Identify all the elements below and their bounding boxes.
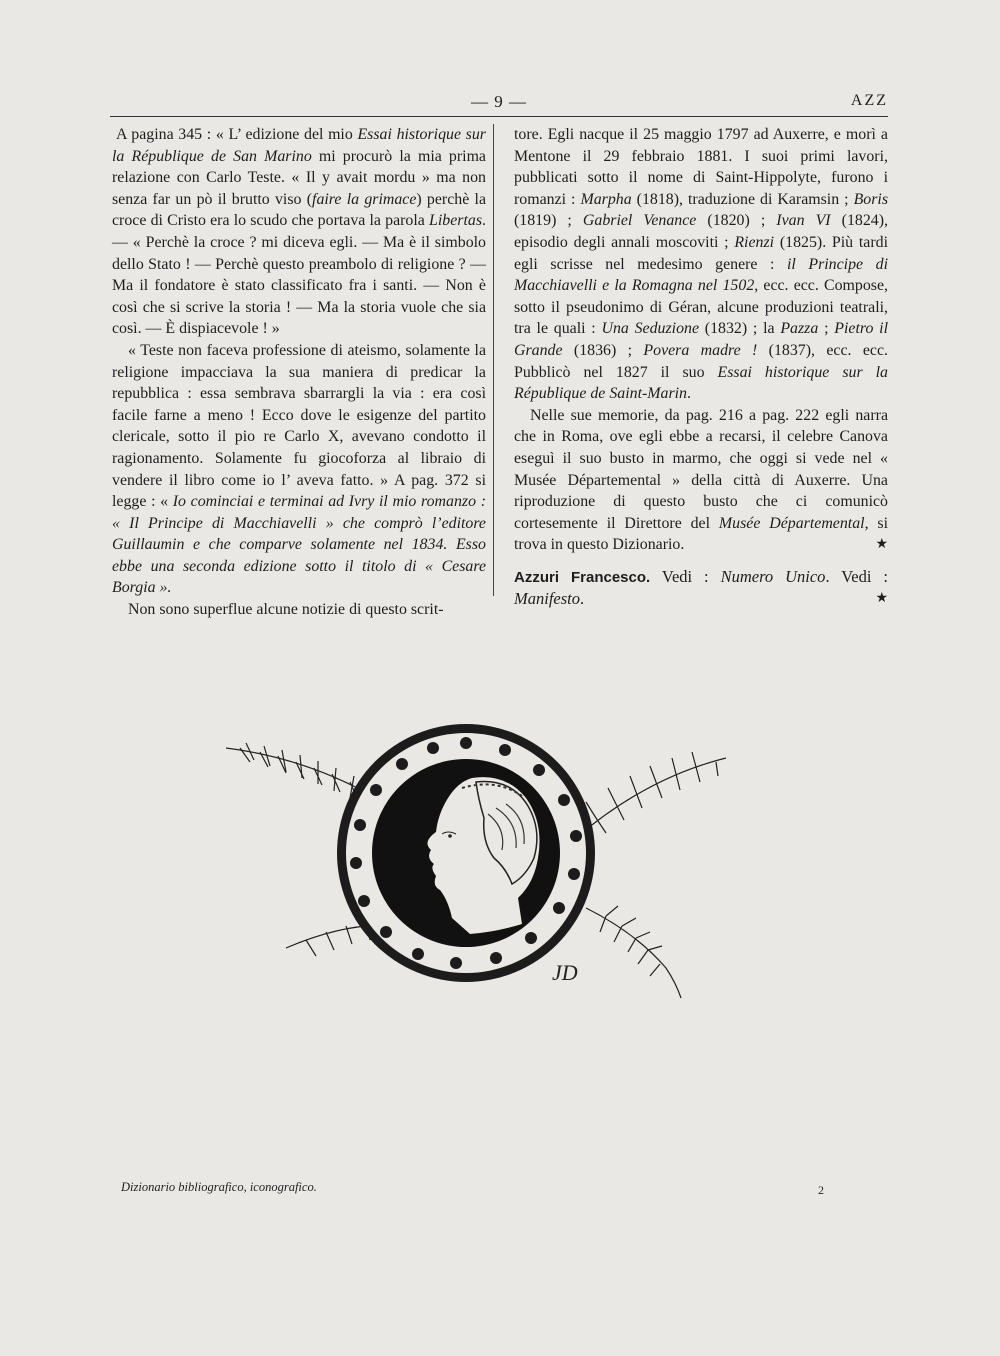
running-head: AZZ: [850, 92, 888, 109]
footer-title: Dizionario bibliografico, iconografico.: [121, 1180, 317, 1194]
monogram-text: JD: [552, 960, 578, 985]
left-paragraph-1: A pagina 345 : « L’ edizione del mio Essai historique sur la République de San Marino mi procurò la mia prima relazione con Carlo Teste. « Il y avait mordu » ma non senza far un pò il brutto viso (faire la grimace) perchè la croce di Cristo era lo scudo che portava la parola Libertas. — « Perchè la croce ? mi diceva egli. — Ma è il simbolo dello Stato ! — Perchè questo preambolo di religione ? — Ma il fondatore è stato classificato fra i santi. — Non è così che si scrive la storia ! — Ma la storia vuole che sia così. — È dispiacevole ! »: [112, 126, 486, 338]
right-column: [514, 124, 888, 610]
medallion-illustration: [226, 718, 746, 1018]
signature-mark: 2: [818, 1183, 824, 1197]
header-rule: [110, 116, 888, 117]
page-number: — 9 —: [471, 92, 527, 111]
artist-monogram: [552, 960, 578, 985]
star-icon: ★: [875, 591, 888, 607]
right-paragraph-2: Nelle sue memorie, da pag. 216 a pag. 222 egli narra che in Roma, ove egli ebbe a recarsi, il celebre Canova eseguì il suo busto in marmo, che oggi si vede nel « Musée Départemental » della città di Auxerre. Una riproduzione di questo busto che ci comunicò cortesemente il Direttore del Musée Départemental, si trova in questo Dizionario. ★: [514, 405, 888, 556]
palm-frond-right: [576, 752, 726, 998]
right-paragraph-1: tore. Egli nacque il 25 maggio 1797 ad Auxerre, e morì a Mentone il 29 febbraio 1881. I suoi primi lavori, pubblicati sotto il nome di Saint-Hippolyte, furono i romanzi : Marpha (1818), traduzione di Karamsin ; Boris (1819) ; Gabriel Venance (1820) ; Ivan VI (1824), episodio degli annali moscoviti ; Rienzi (1825). Più tardi egli scrisse nel medesimo genere : il Principe di Macchiavelli e la Romagna nel 1502, ecc. ecc. Compose, sotto il pseudonimo di Géran, alcune produzioni teatrali, tra le quali : Una Seduzione (1832) ; la Pazza ; Pietro il Grande (1836) ; Povera madre ! (1837), ecc. ecc. Pubblicò nel 1827 il suo Essai historique sur la République de Saint-Marin.: [514, 126, 889, 403]
star-icon: ★: [875, 537, 888, 553]
left-paragraph-3: Non sono superflue alcune notizie di questo scrit-: [128, 601, 444, 619]
left-paragraph-2: « Teste non faceva professione di ateismo, solamente la religione impacciava la sua maniera di predicar la repubblica : essa sembrava sbarrargli la via : era così facile farne a meno ! Ecco dove le esigenze del partito clericale, sotto il pio re Carlo X, avevano condotto il ragionamento. Solamente fu giocoforza al libraio di vendere il libro come io l’ aveva fatto. » A pag. 372 si legge : « Io cominciai e terminai ad Ivry il mio romanzo : « Il Principe di Macchiavelli » che comprò l’editore Guillaumin e che comparve solamente nel 1834. Esso ebbe una seconda edizione sotto il titolo di « Cesare Borgia ».: [112, 341, 486, 597]
page-header: [110, 92, 888, 112]
entry-azzuri-francesco: Azzuri Francesco. Vedi : Numero Unico. Vedi : Manifesto. ★: [514, 566, 888, 609]
entry-heading: Azzuri Francesco.: [514, 568, 651, 586]
column-rule: [493, 124, 494, 596]
left-column: [112, 124, 486, 621]
